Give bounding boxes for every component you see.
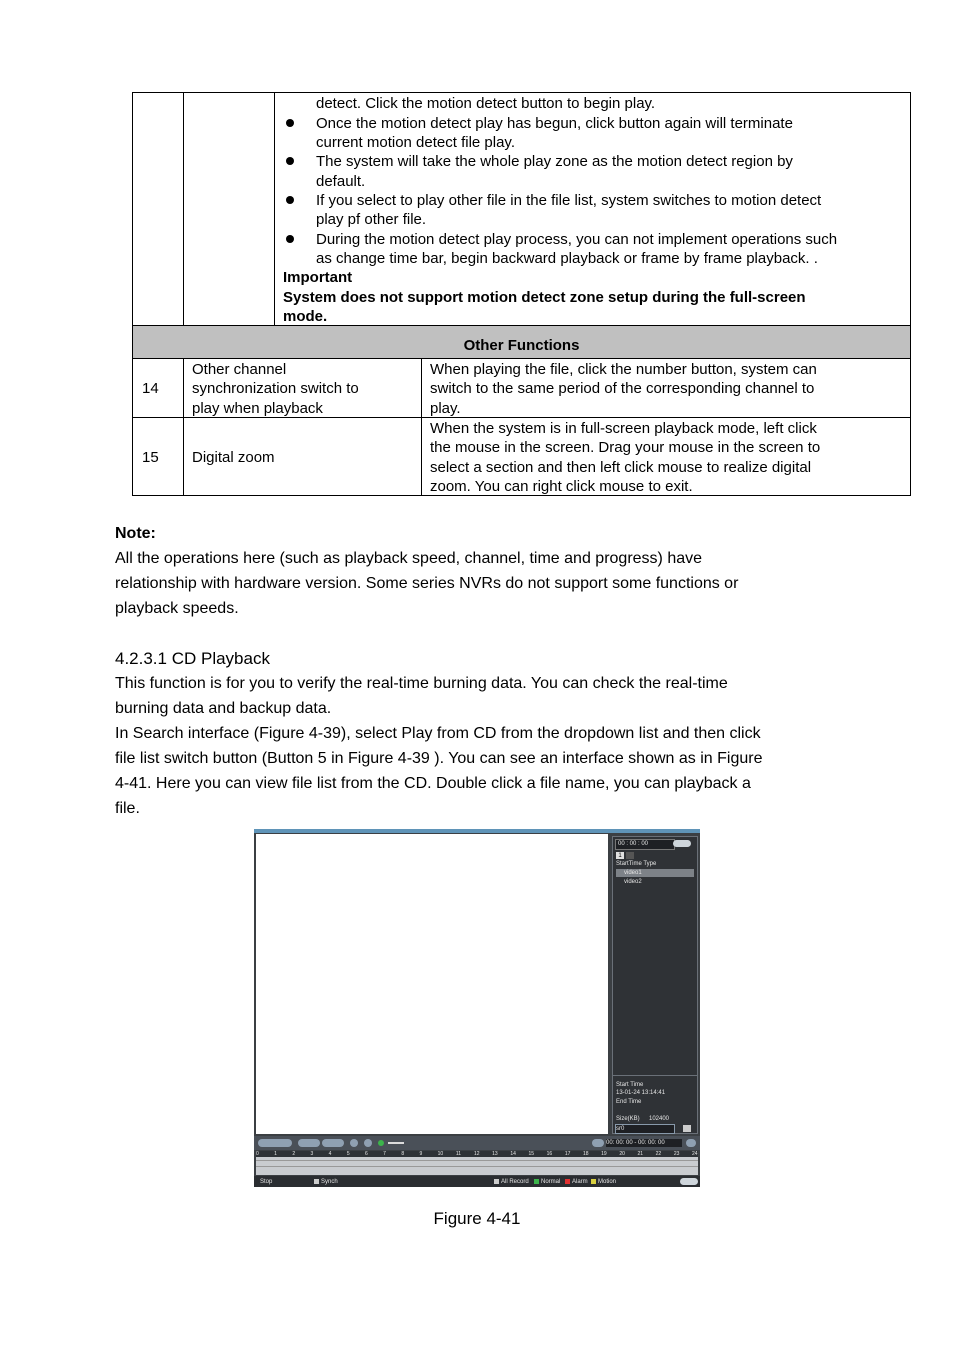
channel-tab-blank[interactable] [626,852,634,859]
alarm-checkbox[interactable] [565,1179,570,1184]
section-header-text: Other Functions [463,337,580,354]
start-time-value: 13-01-24 13:14:41 [616,1090,666,1096]
continued-line: If you select to play other file in the file list, system switches to motion detect [316,192,822,209]
timeline-tick-label: 16 [546,1151,553,1157]
row-desc: play. [430,400,461,417]
timeline-tick-label: 20 [619,1151,625,1157]
section-line: file list switch button (Button 5 in Figure 4-39 ). You can see an interface shown as in Figure [115,750,763,767]
playback-screenshot [254,829,700,1187]
note-line: relationship with hardware version. Some series NVRs do not support some functions or [115,575,739,592]
timeline-tick-label: 2 [292,1151,296,1157]
table-divider [274,93,275,326]
legend-alarm: Alarm [572,1179,588,1185]
note-line: All the operations here (such as playback speed, channel, time and progress) have [115,550,703,567]
continued-line: The system will take the whole play zone as the motion detect region by [316,153,793,170]
all-record-checkbox[interactable] [494,1179,499,1184]
row-desc: the mouse in the screen. Drag your mouse in the screen to [430,439,821,456]
timeline-tick-label: 4 [328,1151,332,1157]
row-desc: When the system is in full-screen playback mode, left click [430,420,817,437]
timeline-tick-label: 18 [583,1151,589,1157]
device-select[interactable]: sr0 [615,1124,675,1134]
video-area[interactable] [256,834,608,1134]
section-line: 4-41. Here you can view file list from the CD. Double click a file name, you can playback a [115,775,751,792]
bullet-icon [286,157,294,165]
size-value: 102400 [649,1116,670,1122]
row-desc: zoom. You can right click mouse to exit. [430,478,693,495]
search-time-button[interactable] [686,1139,696,1147]
row-name: play when playback [192,400,323,417]
slow-play-button[interactable] [322,1139,344,1147]
continued-line: current motion detect file play. [316,134,515,151]
file-list-header: StartTime Type [616,861,657,867]
row-name: synchronization switch to [192,380,359,397]
table-divider [183,358,184,495]
functions-table [132,92,911,496]
timeline-tick-label: 19 [601,1151,607,1157]
timeline-tick-label: 10 [437,1151,444,1157]
note-line: playback speeds. [115,600,239,617]
synch-label: Synch [321,1179,338,1185]
important-text: System does not support motion detect zone setup during the full-screen [283,289,806,306]
timeline-tick-label: 11 [455,1151,462,1157]
row-desc: select a section and then left click mouse to realize digital [430,459,812,476]
timeline-tick-label: 7 [383,1151,386,1157]
channel-tab[interactable]: 1 [616,852,624,859]
row-desc: switch to the same period of the corresponding channel to [430,380,815,397]
end-time-label: End Time [616,1099,642,1105]
timeline-tick-label: 3 [310,1151,314,1157]
motion-checkbox[interactable] [591,1179,596,1184]
row-desc: When playing the file, click the number button, system can [430,361,817,378]
snapshot-icon[interactable] [364,1139,372,1147]
play-pause-buttons[interactable] [258,1139,292,1147]
note-label: Note: [115,525,156,542]
status-bar [254,1176,700,1187]
menu-toggle-icon[interactable] [680,1178,698,1185]
timeline-tick-label: 9 [419,1151,423,1157]
section-line: burning data and backup data. [115,700,332,717]
continued-line: play pf other file. [316,211,427,228]
synch-checkbox[interactable] [314,1179,319,1184]
eye-icon[interactable] [673,840,691,847]
timeline-tick-label: 0 [256,1151,259,1157]
table-divider [421,358,422,495]
legend-motion: Motion [598,1179,617,1185]
stop-label[interactable]: Stop [260,1179,273,1185]
time-button[interactable] [592,1139,604,1147]
timeline-tick-label: 6 [365,1151,368,1157]
row-name: Digital zoom [192,449,275,466]
timeline-tick-label: 17 [564,1151,571,1157]
file-name: video2 [624,879,642,885]
normal-checkbox[interactable] [534,1179,539,1184]
row-name: Other channel [192,361,287,378]
timeline-tick-label: 23 [673,1151,680,1157]
timeline-tick-label: 15 [528,1151,535,1157]
clock-display: 00 : 00 : 00 [615,839,675,850]
timeline-tick-label: 8 [401,1151,405,1157]
timeline-tick-label: 5 [346,1151,350,1157]
continued-line: default. [316,173,366,190]
volume-slider[interactable] [388,1142,404,1144]
timeline-tick-label: 22 [655,1151,662,1157]
row-number: 14 [142,380,159,397]
continued-line: as change time bar, begin backward playback or frame by frame playback. . [316,250,818,267]
file-row-selected[interactable] [616,869,694,877]
panel-divider [613,1075,697,1076]
timeline-tick-label: 13 [492,1151,498,1157]
time-range-display: 00: 00: 00 - 00: 00: 00 [606,1139,682,1147]
file-name: video1 [624,870,642,876]
section-line: This function is for you to verify the real-time burning data. You can check the real-time [115,675,728,692]
section-line: file. [115,800,140,817]
timeline-track [256,1160,698,1161]
bullet-icon [286,235,294,243]
bullet-icon [286,196,294,204]
important-text: mode. [283,308,328,325]
important-label: Important [283,269,353,286]
frame-back-button[interactable] [298,1139,320,1147]
continued-line: detect. Click the motion detect button to begin play. [316,95,656,112]
timeline[interactable] [256,1151,698,1175]
row-number: 15 [142,449,159,466]
timeline-tick-label: 12 [474,1151,480,1157]
file-list-panel [612,836,698,1134]
timeline-tick-label: 24 [692,1151,698,1157]
file-row[interactable] [616,878,694,886]
volume-icon[interactable] [350,1139,358,1147]
start-time-label: Start Time [616,1082,644,1088]
section-line: In Search interface (Figure 4-39), select Play from CD from the dropdown list and then click [115,725,761,742]
timeline-tick-label: 1 [274,1151,277,1157]
dropdown-arrow-icon[interactable] [683,1125,691,1132]
timeline-tick-label: 14 [510,1151,516,1157]
figure-caption: Figure 4-41 [433,1209,521,1228]
table-divider [133,358,910,359]
status-icon [378,1140,384,1146]
legend-normal: Normal [541,1179,561,1185]
bullet-icon [286,119,294,127]
table-divider [183,93,184,326]
size-label: Size(KB) [616,1116,640,1122]
table-divider [133,325,910,326]
continued-line: Once the motion detect play has begun, click button again will terminate [316,115,793,132]
window-title-strip [254,829,700,833]
timeline-track [256,1166,698,1167]
legend-all-record: All Record [501,1179,529,1185]
timeline-tick-label: 21 [637,1151,644,1157]
playback-controls [254,1136,700,1150]
continued-line: During the motion detect play process, you can not implement operations such [316,231,838,248]
section-heading: 4.2.3.1 CD Playback [115,649,270,668]
